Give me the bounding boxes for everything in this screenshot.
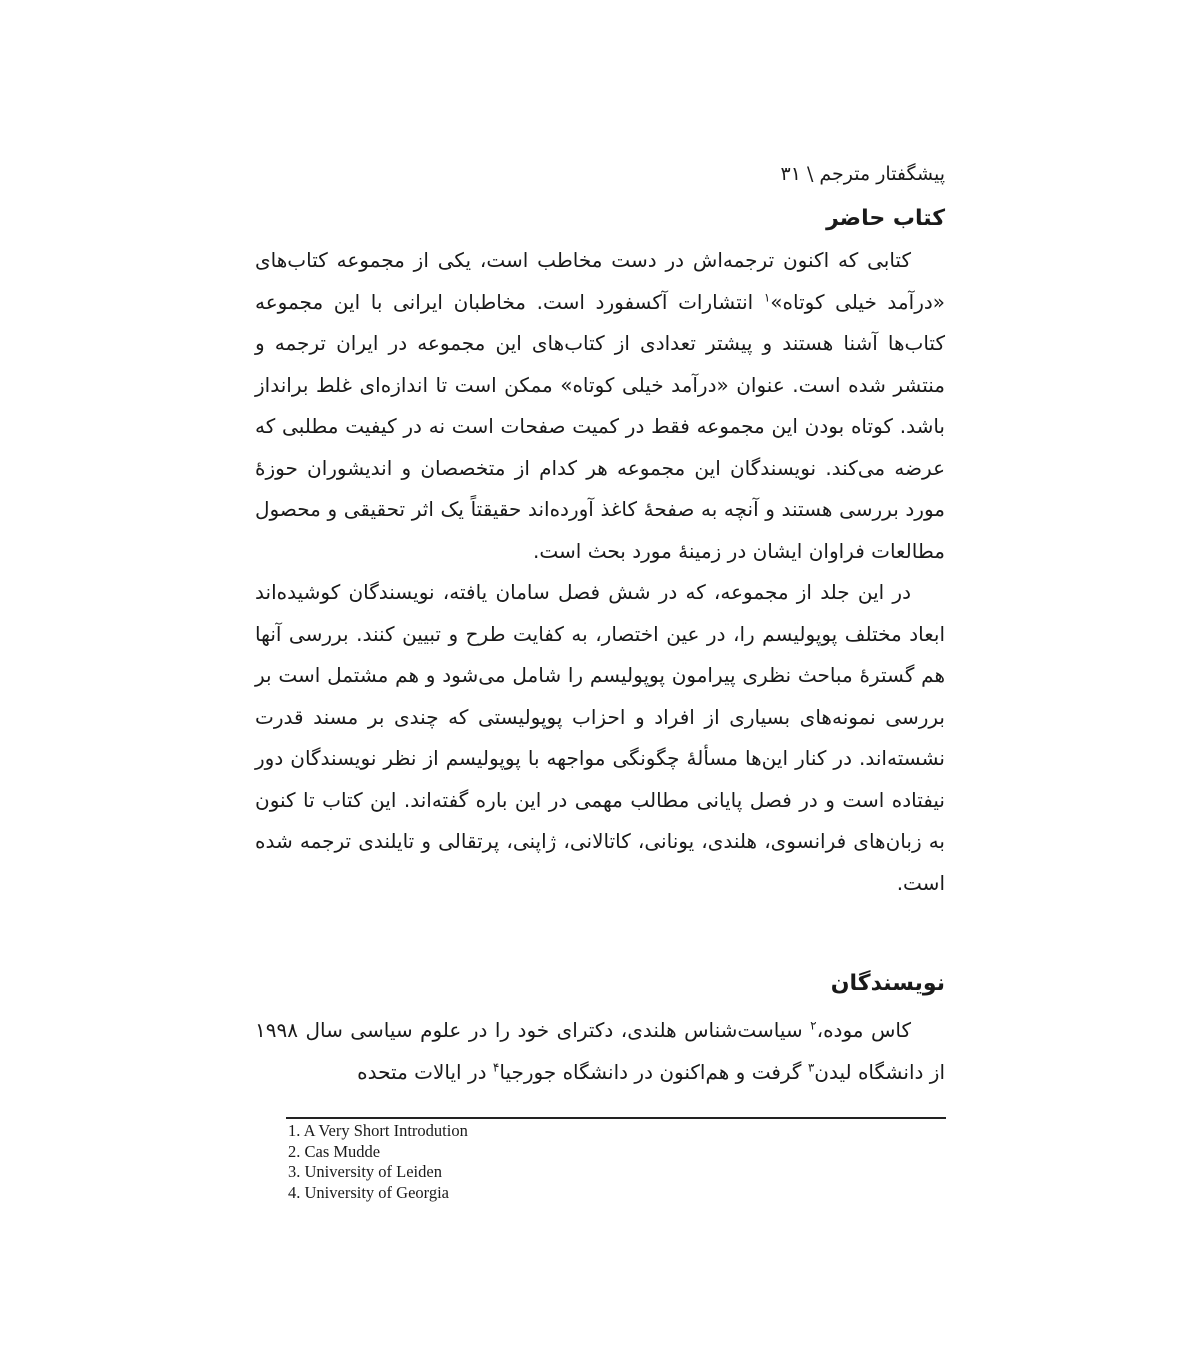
- paragraph-text: سیاست‌شناس هلندی، دکترای خود را در علوم سیاسی سال ۱۹۹۸ از دانشگاه لیدن: [255, 1018, 945, 1084]
- paragraph-text: انتشارات آکسفورد است. مخاطبان ایرانی با این مجموعه کتاب‌ها آشنا هستند و پیشتر تعدادی از کتاب‌های این مجموعه در ایران ترجمه و منتشر شده است. عنوان «درآمد خیلی کوتاه» ممکن است تا اندازه‌ای غلط برانداز باشد. کوتاه بودن این مجموعه فقط در کمیت صفحات است نه در کیفیت مطلبی که عرضه می‌کند. نویسندگان این مجموعه هر کدام از متخصصان و اندیشوران حوزهٔ مورد بررسی هستند و آنچه به صفحهٔ کاغذ آورده‌اند حقیقتاً یک اثر تحقیقی و محصول مطالعات فراوان ایشان در زمینهٔ مورد بحث است.: [255, 289, 945, 563]
- section-heading-current-book: کتاب حاضر: [826, 206, 945, 231]
- section-heading-authors: نویسندگان: [830, 971, 945, 996]
- footnote-item: 4. University of Georgia: [288, 1182, 449, 1202]
- section-body-current-book: [255, 240, 945, 904]
- footnote-marker: ۱: [763, 289, 771, 304]
- footnote-item: 2. Cas Mudde: [288, 1141, 381, 1161]
- footnote-item: 3. University of Leiden: [288, 1162, 442, 1181]
- footnotes: [288, 1121, 938, 1203]
- paragraph-text: گرفت و هم‌اکنون در دانشگاه جورجیا: [499, 1059, 808, 1084]
- running-header: پیشگفتار مترجم \ ۳۱: [780, 163, 945, 185]
- footnote-marker: ۳: [807, 1059, 815, 1074]
- paragraph: در این جلد از مجموعه، که در شش فصل سامان یافته، نویسندگان کوشیده‌اند ابعاد مختلف پوپولیسم را، در عین اختصار، به کفایت طرح و تبیین کنند. بررسی آنها هم گسترهٔ مباحث نظری پیرامون پوپولیسم را شامل می‌شود و هم مشتمل است بر بررسی نمونه‌های بسیاری از افراد و احزاب پوپولیستی که چندی بر مسند قدرت نشسته‌اند. در کنار این‌ها مسألهٔ چگونگی مواجهه با پوپولیسم از نظر نویسندگان دور نیفتاده است و در فصل پایانی مطالب مهمی در این باره گفته‌اند. این کتاب تا کنون به زبان‌های فرانسوی، هلندی، یونانی، کاتالانی، ژاپنی، پرتقالی و تایلندی ترجمه شده است.: [255, 580, 945, 895]
- paragraph-text: کتابی که اکنون ترجمه‌اش در دست مخاطب است، یکی از مجموعه کتاب‌های «درآمد خیلی کوتاه»: [255, 248, 946, 314]
- section-body-authors: [255, 1010, 945, 1093]
- footnote-marker: ۲: [810, 1018, 817, 1033]
- paragraph: [255, 240, 945, 572]
- footnote-item: 1. A Very Short Introdution: [288, 1121, 468, 1140]
- paragraph-text: کاس موده،: [816, 1018, 911, 1042]
- footnote-divider: [286, 1117, 946, 1119]
- paragraph-text: در ایالات متحده: [357, 1059, 493, 1084]
- footnote-marker: ۴: [492, 1059, 500, 1074]
- paragraph: [255, 1010, 945, 1093]
